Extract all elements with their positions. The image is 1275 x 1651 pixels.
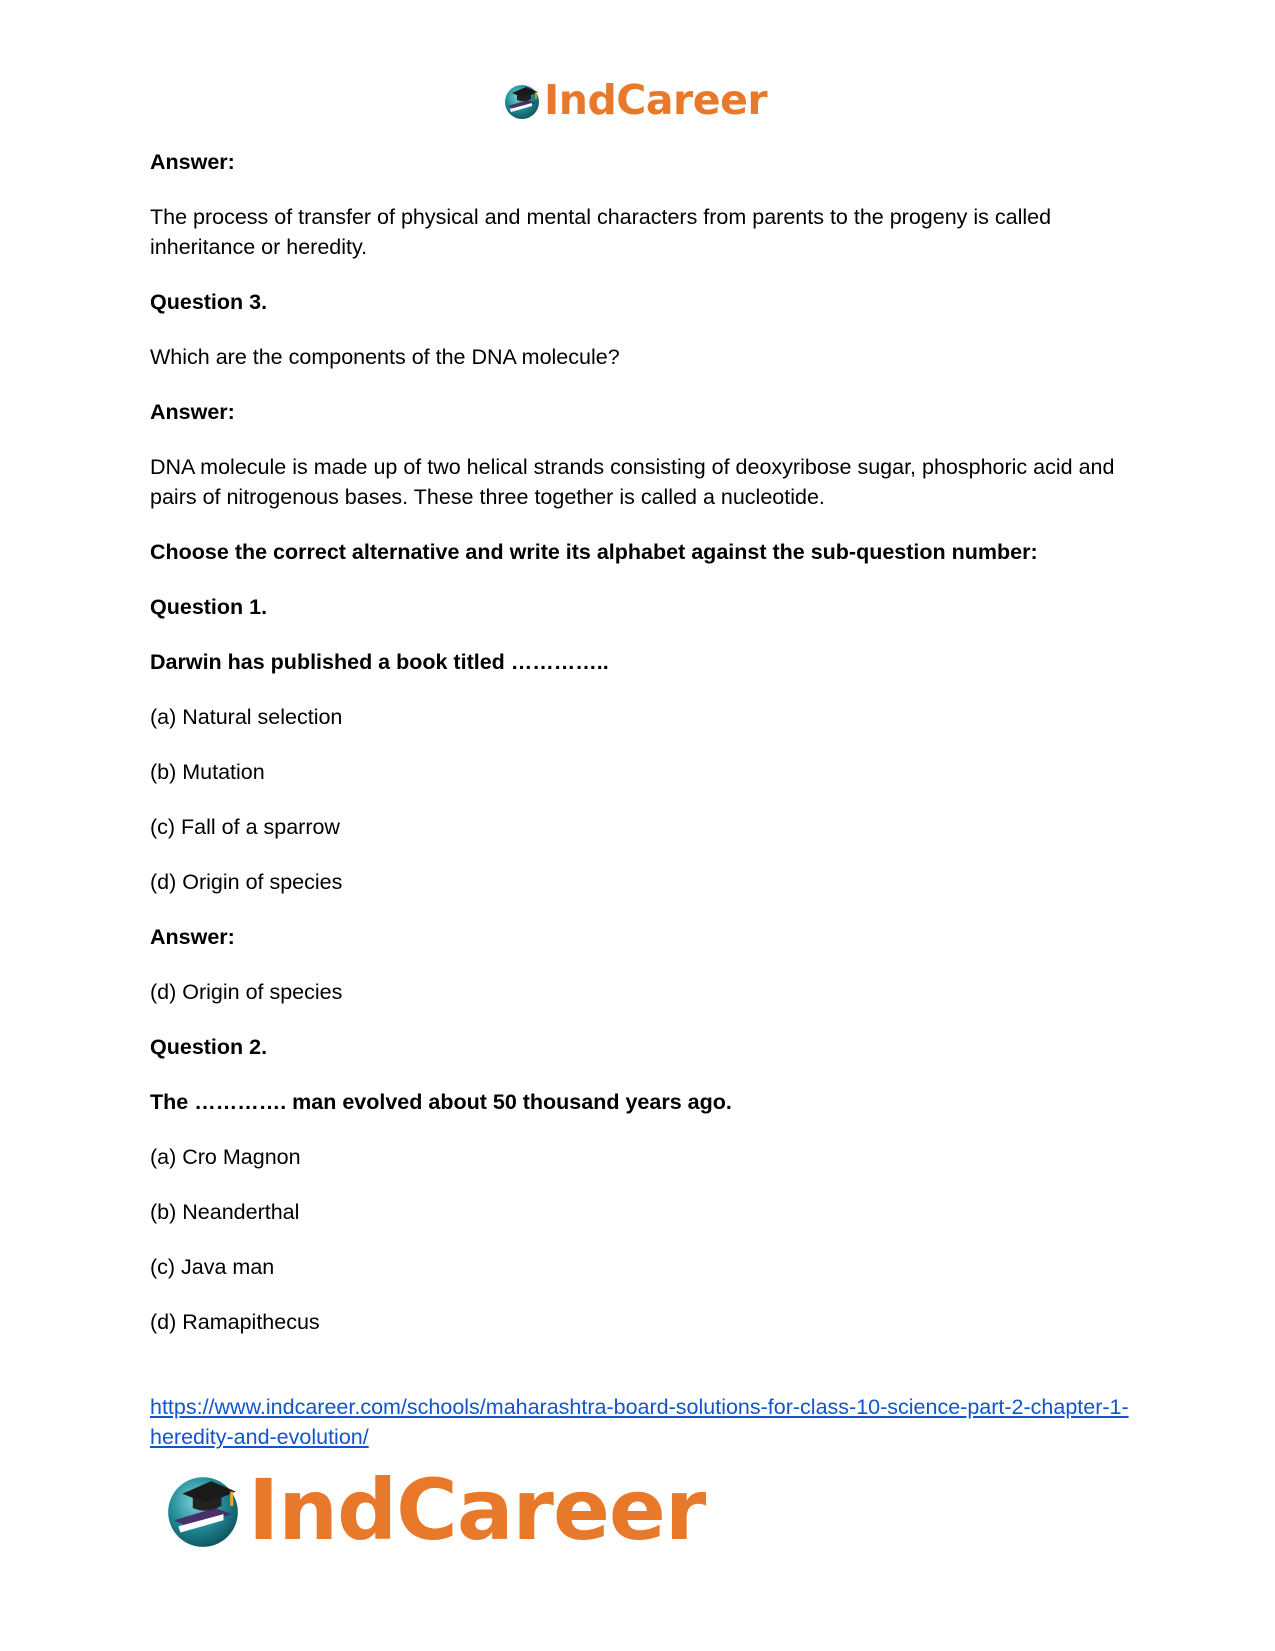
paragraph-spacer	[150, 262, 1135, 287]
bold-heading: Darwin has published a book titled …………..	[150, 650, 609, 674]
bold-heading: Question 3.	[150, 290, 268, 314]
paragraph-spacer	[150, 622, 1135, 647]
paragraph: The process of transfer of physical and mental characters from parents to the progeny is called inheritance or heredity.	[150, 205, 1052, 259]
paragraph-spacer	[150, 787, 1135, 812]
brand-wordmark: IndCareer	[544, 76, 768, 124]
paragraph-spacer	[150, 512, 1135, 537]
paragraph: (d) Origin of species	[150, 980, 343, 1004]
paragraph-spacer	[150, 372, 1135, 397]
paragraph: (b) Mutation	[150, 760, 265, 784]
paragraph-spacer	[150, 1227, 1135, 1252]
header-logo	[502, 76, 768, 124]
paragraph: Which are the components of the DNA molecule?	[150, 345, 620, 369]
paragraph-spacer	[150, 177, 1135, 202]
paragraph: (d) Origin of species	[150, 870, 343, 894]
paragraph: DNA molecule is made up of two helical strands consisting of deoxyribose sugar, phosphoric acid and pairs of nitrogenous bases. These three together is called a nucleotide.	[150, 455, 1115, 509]
source-link[interactable]: https://www.indcareer.com/schools/maharashtra-board-solutions-for-class-10-science-part-2-chapter-1-heredity-and-evolution/	[150, 1395, 1129, 1449]
paragraph-spacer	[150, 677, 1135, 702]
paragraph-spacer	[150, 427, 1135, 452]
paragraph-spacer	[150, 567, 1135, 592]
bold-heading: Choose the correct alternative and write its alphabet against the sub-question number:	[150, 540, 1038, 564]
graduation-globe-icon	[162, 1469, 244, 1551]
paragraph: (a) Natural selection	[150, 705, 343, 729]
bold-heading: The …………. man evolved about 50 thousand years ago.	[150, 1090, 732, 1114]
bold-heading: Answer:	[150, 400, 235, 424]
paragraph-spacer	[150, 952, 1135, 977]
paragraph: (d) Ramapithecus	[150, 1310, 320, 1334]
bold-heading: Question 2.	[150, 1035, 268, 1059]
paragraph-spacer	[150, 317, 1135, 342]
paragraph-spacer	[150, 842, 1135, 867]
paragraph-spacer	[150, 1007, 1135, 1032]
paragraph-spacer	[150, 1282, 1135, 1307]
paragraph: (b) Neanderthal	[150, 1200, 300, 1224]
document-body	[150, 147, 1135, 1337]
bold-heading: Question 1.	[150, 595, 268, 619]
paragraph: (a) Cro Magnon	[150, 1145, 301, 1169]
paragraph: (c) Fall of a sparrow	[150, 815, 340, 839]
paragraph-spacer	[150, 1062, 1135, 1087]
graduation-globe-icon	[502, 81, 542, 121]
paragraph-spacer	[150, 1117, 1135, 1142]
paragraph-spacer	[150, 897, 1135, 922]
paragraph-spacer	[150, 732, 1135, 757]
brand-wordmark: IndCareer	[248, 1461, 706, 1559]
footer-logo	[162, 1461, 706, 1559]
paragraph-spacer	[150, 1172, 1135, 1197]
paragraph: (c) Java man	[150, 1255, 275, 1279]
bold-heading: Answer:	[150, 150, 235, 174]
bold-heading: Answer:	[150, 925, 235, 949]
